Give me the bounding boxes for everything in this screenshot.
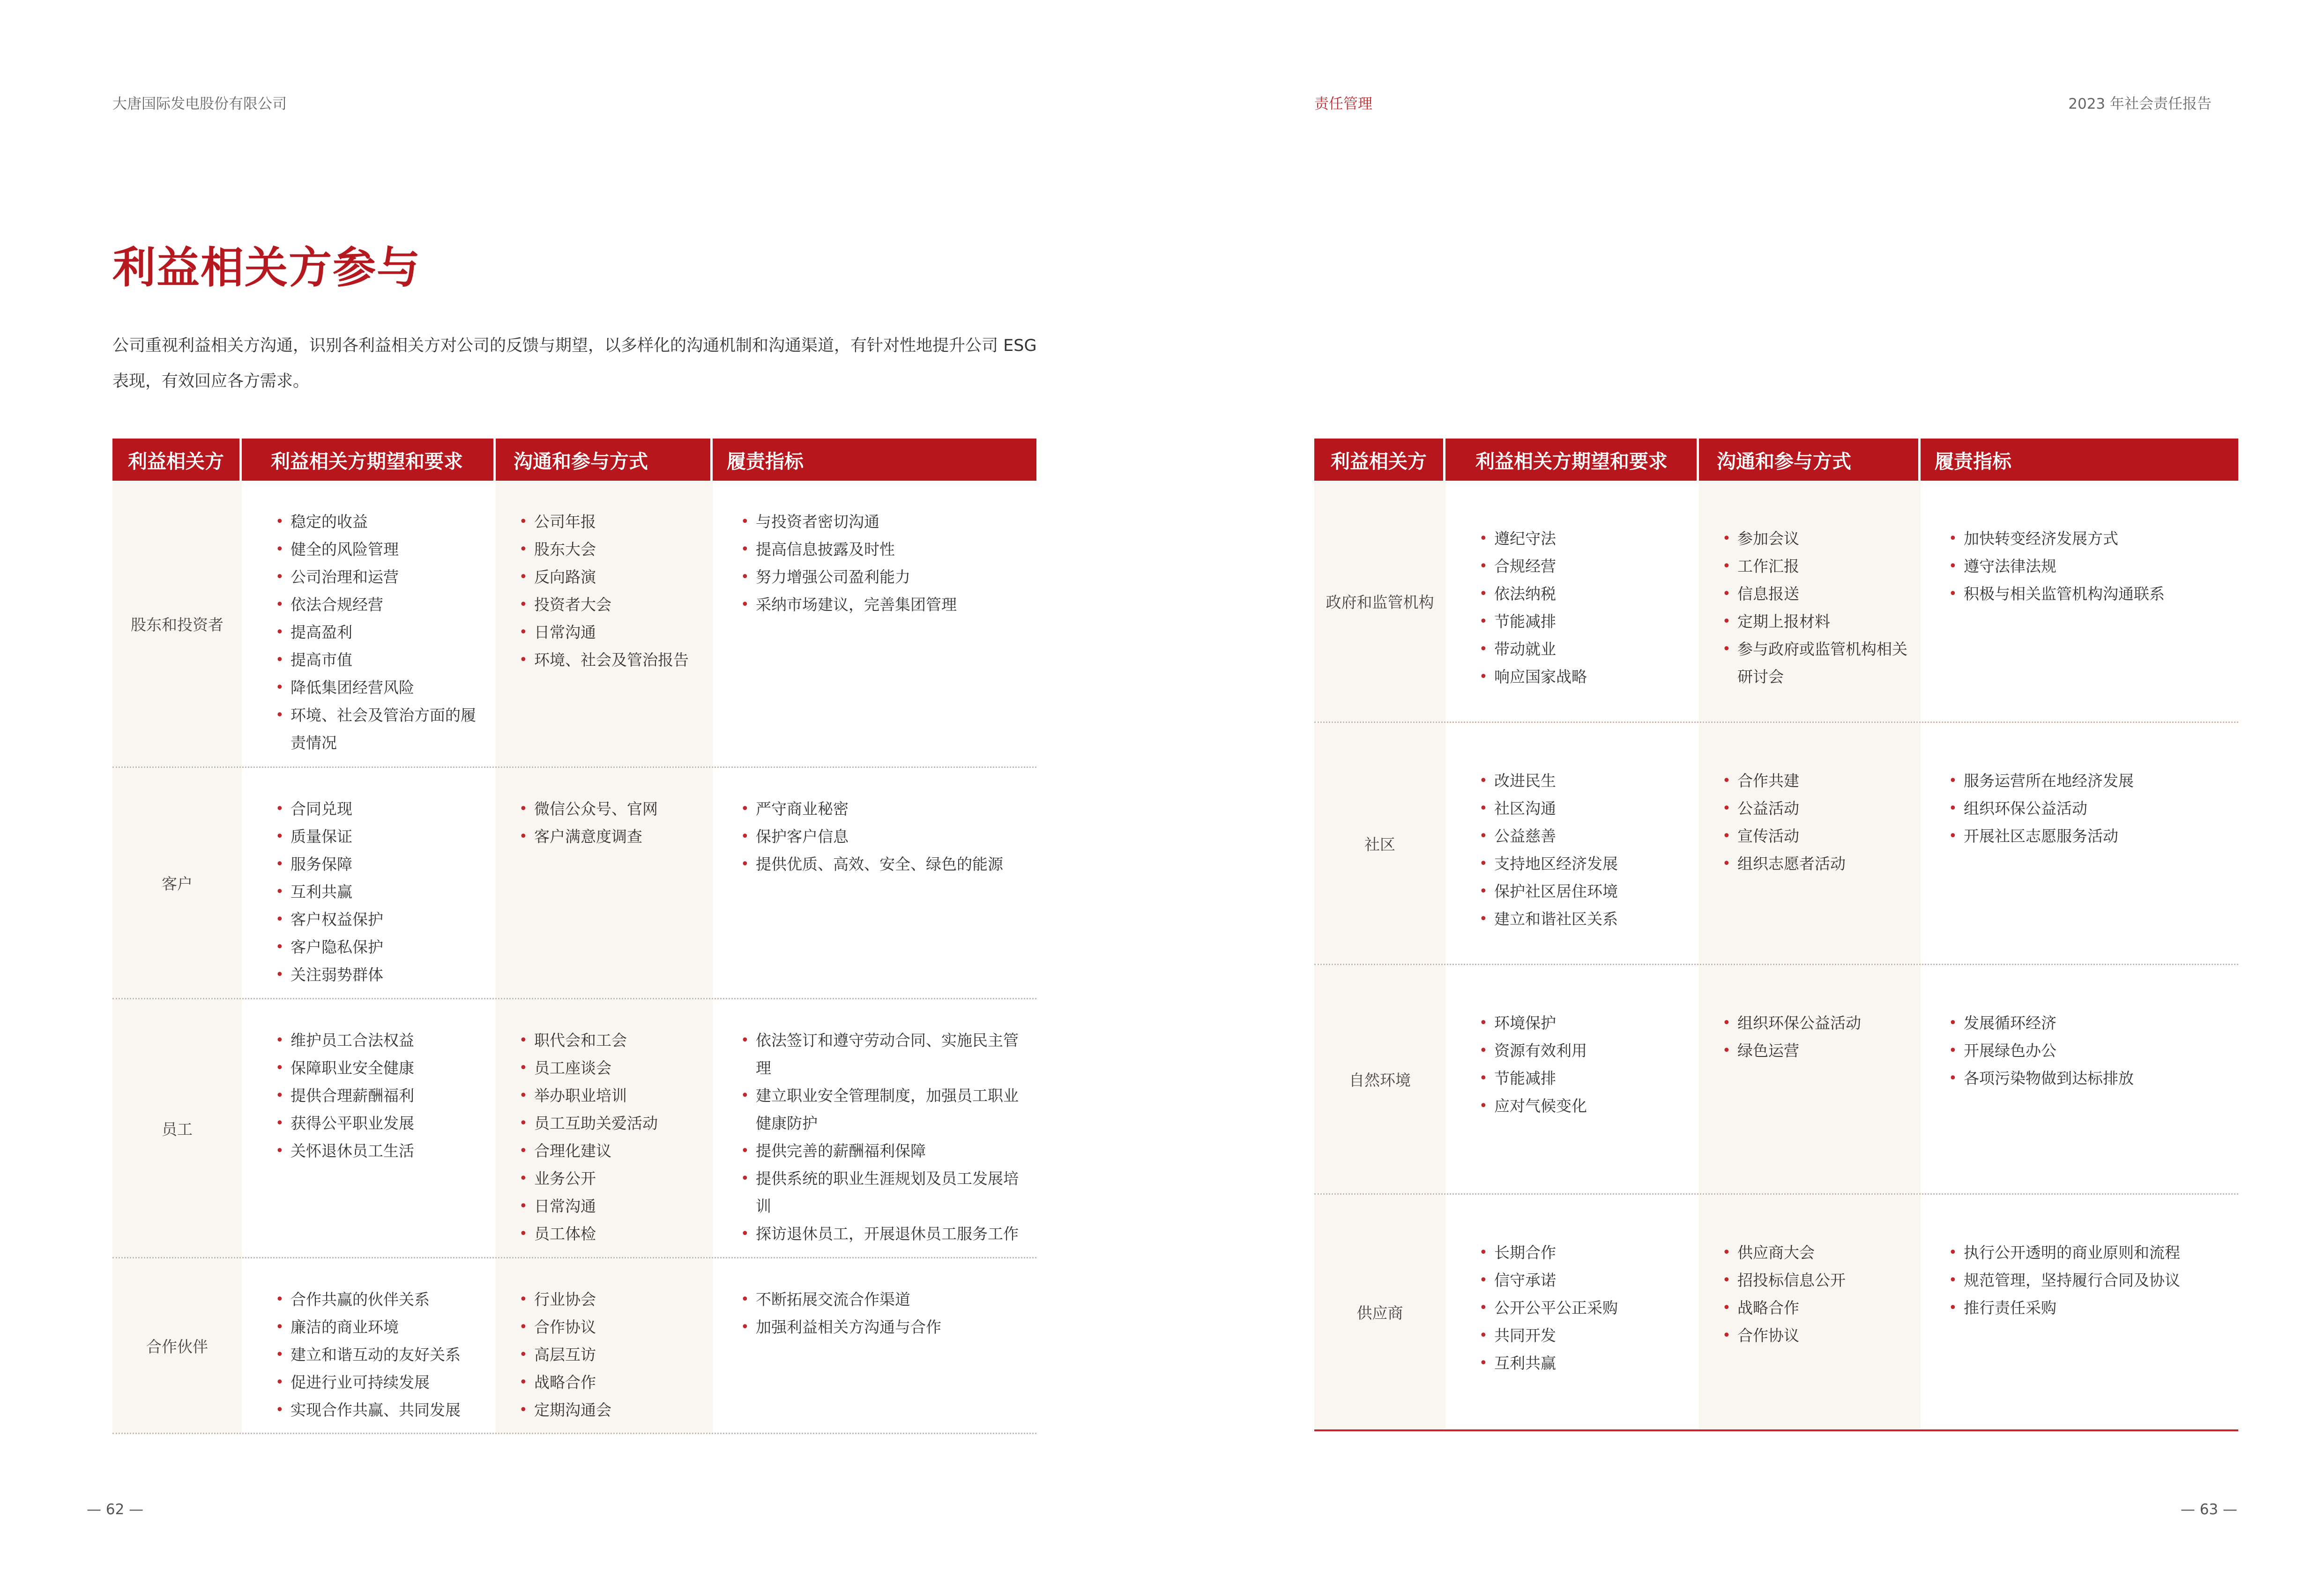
list-item: • 反向路演 [519, 563, 701, 591]
cell-indicators [1921, 1195, 2238, 1429]
list-item: • 招投标信息公开 [1722, 1266, 1909, 1294]
list-item: • 保护客户信息 [741, 823, 1025, 850]
list-item: • 合作协议 [1722, 1322, 1909, 1349]
list-item: • 探访退休员工，开展退休员工服务工作 [741, 1220, 1025, 1248]
list-item: • 节能减排 [1479, 608, 1688, 635]
table-row [1314, 723, 2238, 965]
table-row [112, 1258, 1036, 1434]
col-header-expectations: 利益相关方期望和要求 [1445, 439, 1699, 481]
list-item: • 发展循环经济 [1949, 1009, 2227, 1037]
stakeholder-table-right [1314, 439, 2238, 1431]
list-item: • 客户权益保护 [276, 906, 484, 933]
table-row [112, 999, 1036, 1258]
list-item: • 应对气候变化 [1479, 1092, 1688, 1120]
table-row [1314, 965, 2238, 1195]
list-item: • 建立和谐互动的友好关系 [276, 1341, 484, 1369]
list-item: • 微信公众号、官网 [519, 795, 701, 823]
list-item: • 不断拓展交流合作渠道 [741, 1286, 1025, 1313]
table-row [112, 768, 1036, 999]
list-item: • 组织环保公益活动 [1722, 1009, 1909, 1037]
list-item: • 健全的风险管理 [276, 536, 484, 563]
expectations-list [276, 795, 484, 989]
cell-expectations [1445, 965, 1699, 1193]
page-title: 利益相关方参与 [112, 243, 421, 293]
list-item: • 促进行业可持续发展 [276, 1369, 484, 1396]
list-item: • 保障职业安全健康 [276, 1054, 484, 1082]
list-item: • 共同开发 [1479, 1322, 1688, 1349]
list-item: • 关怀退休员工生活 [276, 1137, 484, 1165]
list-item: • 环境、社会及管治方面的履责情况 [276, 701, 484, 757]
channels-list [1722, 1239, 1909, 1349]
list-item: • 开展绿色办公 [1949, 1037, 2227, 1064]
cell-expectations [1445, 1195, 1699, 1429]
list-item: • 廉洁的商业环境 [276, 1313, 484, 1341]
list-item: • 资源有效利用 [1479, 1037, 1688, 1064]
list-item: • 员工互助关爱活动 [519, 1109, 701, 1137]
list-item: • 职代会和工会 [519, 1027, 701, 1054]
list-item: • 定期上报材料 [1722, 608, 1909, 635]
stakeholder-name: 政府和监管机构 [1314, 481, 1445, 722]
list-item: • 实现合作共赢、共同发展 [276, 1396, 484, 1424]
list-item: • 工作汇报 [1722, 552, 1909, 580]
page-number-left: — 62 — [87, 1501, 144, 1518]
list-item: • 质量保证 [276, 823, 484, 850]
list-item: • 投资者大会 [519, 591, 701, 618]
list-item: • 环境、社会及管治报告 [519, 646, 701, 674]
list-item: • 日常沟通 [519, 1192, 701, 1220]
list-item: • 遵纪守法 [1479, 525, 1688, 552]
list-item: • 建立和谐社区关系 [1479, 905, 1688, 933]
section-name: 责任管理 [1314, 96, 1372, 112]
list-item: • 支持地区经济发展 [1479, 850, 1688, 878]
list-item: • 社区沟通 [1479, 795, 1688, 822]
col-header-channels: 沟通和参与方式 [1699, 439, 1921, 481]
list-item: • 各项污染物做到达标排放 [1949, 1064, 2227, 1092]
list-item: • 日常沟通 [519, 618, 701, 646]
list-item: • 战略合作 [519, 1369, 701, 1396]
table-row [112, 481, 1036, 768]
list-item: • 执行公开透明的商业原则和流程 [1949, 1239, 2227, 1266]
cell-channels [1699, 723, 1921, 964]
list-item: • 提供优质、高效、安全、绿色的能源 [741, 850, 1025, 878]
list-item: • 宣传活动 [1722, 822, 1909, 850]
list-item: • 加快转变经济发展方式 [1949, 525, 2227, 552]
channels-list [1722, 767, 1909, 878]
list-item: • 推行责任采购 [1949, 1294, 2227, 1322]
list-item: • 降低集团经营风险 [276, 674, 484, 701]
indicators-list [1949, 1239, 2227, 1322]
list-item: • 关注弱势群体 [276, 961, 484, 989]
list-item: • 依法签订和遵守劳动合同、实施民主管理 [741, 1027, 1025, 1082]
list-item: • 采纳市场建议，完善集团管理 [741, 591, 1025, 618]
list-item: • 环境保护 [1479, 1009, 1688, 1037]
list-item: • 公益慈善 [1479, 822, 1688, 850]
cell-channels [1699, 481, 1921, 722]
list-item: • 员工座谈会 [519, 1054, 701, 1082]
expectations-list [276, 1027, 484, 1165]
company-name: 大唐国际发电股份有限公司 [112, 96, 287, 112]
channels-list [1722, 525, 1909, 691]
expectations-list [1479, 767, 1688, 933]
table-body [112, 481, 1036, 1434]
list-item: • 长期合作 [1479, 1239, 1688, 1266]
indicators-list [741, 1286, 1025, 1341]
col-header-channels: 沟通和参与方式 [496, 439, 713, 481]
list-item: • 提高市值 [276, 646, 484, 674]
cell-channels [496, 999, 713, 1257]
col-header-indicators: 履责指标 [1935, 450, 2011, 473]
list-item: • 互利共赢 [1479, 1349, 1688, 1377]
list-item: • 互利共赢 [276, 878, 484, 906]
list-item: • 参与政府或监管机构相关研讨会 [1722, 635, 1909, 691]
list-item: • 合作协议 [519, 1313, 701, 1341]
list-item: • 绿色运营 [1722, 1037, 1909, 1064]
list-item: • 严守商业秘密 [741, 795, 1025, 823]
cell-channels [496, 1258, 713, 1433]
expectations-list [1479, 525, 1688, 691]
list-item: • 合规经营 [1479, 552, 1688, 580]
list-item: • 加强利益相关方沟通与合作 [741, 1313, 1025, 1341]
list-item: • 建立职业安全管理制度，加强员工职业健康防护 [741, 1082, 1025, 1137]
col-header-stakeholder: 利益相关方 [112, 439, 242, 481]
list-item: • 遵守法律法规 [1949, 552, 2227, 580]
list-item: • 带动就业 [1479, 635, 1688, 663]
list-item: • 依法纳税 [1479, 580, 1688, 608]
list-item: • 合理化建议 [519, 1137, 701, 1165]
cell-expectations [242, 481, 496, 766]
list-item: • 改进民生 [1479, 767, 1688, 795]
channels-list [519, 795, 701, 850]
list-item: • 合作共建 [1722, 767, 1909, 795]
indicators-list [1949, 525, 2227, 608]
indicators-list [1949, 767, 2227, 850]
list-item: • 信守承诺 [1479, 1266, 1688, 1294]
list-item: • 稳定的收益 [276, 508, 484, 536]
list-item: • 员工体检 [519, 1220, 701, 1248]
stakeholder-table-left [112, 439, 1036, 1434]
list-item: • 积极与相关监管机构沟通联系 [1949, 580, 2227, 608]
list-item: • 客户满意度调查 [519, 823, 701, 850]
list-item: • 行业协会 [519, 1286, 701, 1313]
cell-expectations [1445, 723, 1699, 964]
cell-channels [1699, 965, 1921, 1193]
stakeholder-name: 社区 [1314, 723, 1445, 964]
cell-indicators [713, 481, 1036, 766]
table-header [112, 439, 1036, 481]
stakeholder-name: 股东和投资者 [112, 481, 242, 766]
list-item: • 提高盈利 [276, 618, 484, 646]
list-item: • 战略合作 [1722, 1294, 1909, 1322]
list-item: • 维护员工合法权益 [276, 1027, 484, 1054]
stakeholder-name: 员工 [112, 999, 242, 1257]
page-number-right: — 63 — [2180, 1501, 2237, 1518]
list-item: • 规范管理，坚持履行合同及协议 [1949, 1266, 2227, 1294]
list-item: • 提供合理薪酬福利 [276, 1082, 484, 1109]
list-item: • 响应国家战略 [1479, 663, 1688, 691]
list-item: • 依法合规经营 [276, 591, 484, 618]
list-item: • 股东大会 [519, 536, 701, 563]
list-item: • 信息报送 [1722, 580, 1909, 608]
list-item: • 公益活动 [1722, 795, 1909, 822]
list-item: • 公开公平公正采购 [1479, 1294, 1688, 1322]
expectations-list [1479, 1009, 1688, 1120]
cell-indicators [713, 768, 1036, 998]
list-item: • 业务公开 [519, 1165, 701, 1192]
col-header-stakeholder: 利益相关方 [1314, 439, 1445, 481]
list-item: • 供应商大会 [1722, 1239, 1909, 1266]
indicators-list [741, 508, 1025, 618]
list-item: • 节能减排 [1479, 1064, 1688, 1092]
list-item: • 组织环保公益活动 [1949, 795, 2227, 822]
list-item: • 服务运营所在地经济发展 [1949, 767, 2227, 795]
list-item: • 提高信息披露及时性 [741, 536, 1025, 563]
channels-list [519, 508, 701, 674]
intro-paragraph: 公司重视利益相关方沟通，识别各利益相关方对公司的反馈与期望，以多样化的沟通机制和沟通渠道，有针对性地提升公司 ESG 表现，有效回应各方需求。 [112, 336, 1037, 391]
stakeholder-name: 供应商 [1314, 1195, 1445, 1429]
list-item: • 开展社区志愿服务活动 [1949, 822, 2227, 850]
cell-channels [1699, 1195, 1921, 1429]
stakeholder-name: 合作伙伴 [112, 1258, 242, 1433]
indicators-list [1949, 1009, 2227, 1092]
table-body [1314, 481, 2238, 1431]
cell-expectations [1445, 481, 1699, 722]
expectations-list [276, 1286, 484, 1424]
cell-expectations [242, 768, 496, 998]
table-row [1314, 481, 2238, 723]
list-item: • 组织志愿者活动 [1722, 850, 1909, 878]
list-item: • 提供系统的职业生涯规划及员工发展培训 [741, 1165, 1025, 1220]
indicators-list [741, 1027, 1025, 1248]
cell-indicators [713, 1258, 1036, 1433]
list-item: • 高层互访 [519, 1341, 701, 1369]
list-item: • 公司治理和运营 [276, 563, 484, 591]
expectations-list [1479, 1239, 1688, 1377]
cell-expectations [242, 999, 496, 1257]
list-item: • 参加会议 [1722, 525, 1909, 552]
list-item: • 合作共赢的伙伴关系 [276, 1286, 484, 1313]
list-item: • 公司年报 [519, 508, 701, 536]
channels-list [519, 1027, 701, 1248]
col-header-indicators: 履责指标 [727, 450, 804, 473]
list-item: • 定期沟通会 [519, 1396, 701, 1424]
report-name: 2023 年社会责任报告 [2068, 96, 2212, 112]
list-item: • 举办职业培训 [519, 1082, 701, 1109]
list-item: • 努力增强公司盈利能力 [741, 563, 1025, 591]
list-item: • 服务保障 [276, 850, 484, 878]
indicators-list [741, 795, 1025, 878]
table-header [1314, 439, 2238, 481]
col-header-expectations: 利益相关方期望和要求 [242, 439, 496, 481]
channels-list [519, 1286, 701, 1424]
cell-expectations [242, 1258, 496, 1433]
cell-indicators [713, 999, 1036, 1257]
cell-indicators [1921, 481, 2238, 722]
list-item: • 客户隐私保护 [276, 933, 484, 961]
stakeholder-name: 自然环境 [1314, 965, 1445, 1193]
table-row [1314, 1195, 2238, 1431]
list-item: • 提供完善的薪酬福利保障 [741, 1137, 1025, 1165]
list-item: • 合同兑现 [276, 795, 484, 823]
cell-indicators [1921, 965, 2238, 1193]
cell-channels [496, 481, 713, 766]
expectations-list [276, 508, 484, 757]
stakeholder-name: 客户 [112, 768, 242, 998]
list-item: • 获得公平职业发展 [276, 1109, 484, 1137]
cell-indicators [1921, 723, 2238, 964]
list-item: • 保护社区居住环境 [1479, 878, 1688, 905]
channels-list [1722, 1009, 1909, 1064]
cell-channels [496, 768, 713, 998]
list-item: • 与投资者密切沟通 [741, 508, 1025, 536]
